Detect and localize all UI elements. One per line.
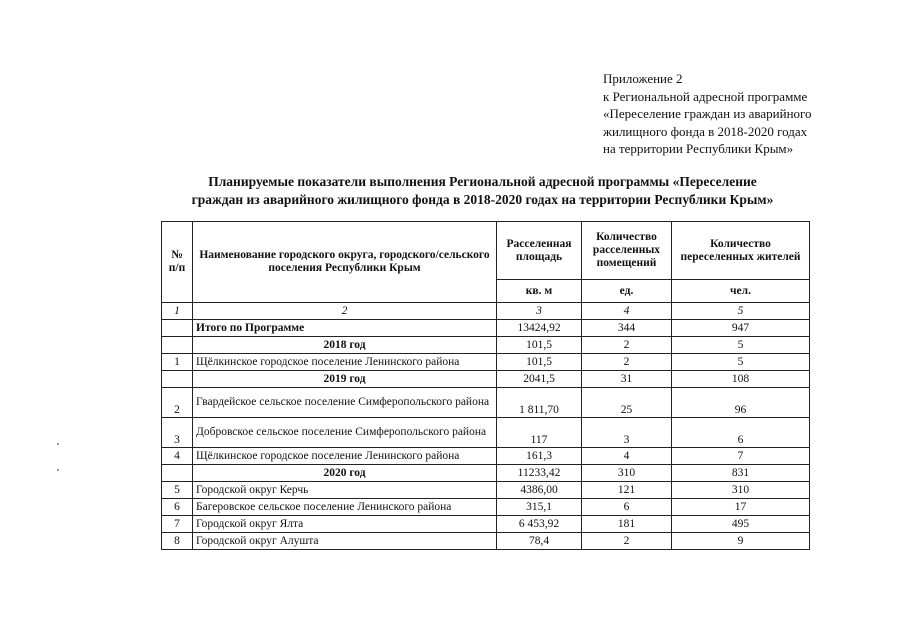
cell-residents: 831 — [672, 465, 810, 482]
cell-rooms: 25 — [582, 388, 672, 418]
table-row — [162, 533, 810, 550]
cell-residents: 5 — [672, 354, 810, 371]
cell-residents: 108 — [672, 371, 810, 388]
cell-residents: 96 — [672, 388, 810, 418]
cell-rooms: 6 — [582, 499, 672, 516]
cell-area: 315,1 — [497, 499, 582, 516]
column-number: 1 — [162, 303, 193, 320]
cell-rooms: 2 — [582, 533, 672, 550]
cell-num: 8 — [162, 533, 193, 550]
table-row — [162, 371, 810, 388]
appendix-line: Приложение 2 — [603, 71, 683, 86]
cell-area: 78,4 — [497, 533, 582, 550]
cell-name: 2020 год — [193, 465, 497, 482]
cell-name: Щёлкинское городское поселение Ленинского района — [193, 354, 497, 371]
table-row — [162, 388, 810, 418]
cell-residents: 310 — [672, 482, 810, 499]
appendix-line: «Переселение граждан из аварийного — [603, 106, 812, 121]
cell-num — [162, 337, 193, 354]
cell-num: 7 — [162, 516, 193, 533]
cell-residents: 17 — [672, 499, 810, 516]
table-row — [162, 482, 810, 499]
cell-rooms: 31 — [582, 371, 672, 388]
cell-residents: 5 — [672, 337, 810, 354]
header-residents: Количество переселенных жителей — [672, 222, 810, 280]
cell-area: 6 453,92 — [497, 516, 582, 533]
cell-num — [162, 371, 193, 388]
table-row — [162, 448, 810, 465]
column-number: 3 — [497, 303, 582, 320]
cell-num: 5 — [162, 482, 193, 499]
indicators-table — [161, 221, 810, 550]
column-number: 5 — [672, 303, 810, 320]
unit-rooms: ед. — [582, 280, 672, 303]
cell-area: 11233,42 — [497, 465, 582, 482]
cell-area: 13424,92 — [497, 320, 582, 337]
cell-rooms: 344 — [582, 320, 672, 337]
cell-area: 101,5 — [497, 354, 582, 371]
appendix-line: на территории Республики Крым» — [603, 141, 794, 156]
appendix-line: жилищного фонда в 2018-2020 годах — [603, 123, 808, 139]
cell-num: 1 — [162, 354, 193, 371]
column-number: 2 — [193, 303, 497, 320]
table-row — [162, 418, 810, 448]
header-num: № п/п — [162, 222, 193, 303]
appendix-line: к Региональной адресной программе — [603, 88, 808, 104]
header-area: Расселенная площадь — [497, 222, 582, 280]
table-row — [162, 516, 810, 533]
header-name: Наименование городского округа, городского/сельского поселения Республики Крым — [193, 222, 497, 303]
cell-rooms: 121 — [582, 482, 672, 499]
title-line: граждан из аварийного жилищного фонда в 2018-2020 годах на территории Республики Крым» — [191, 192, 774, 207]
cell-name: Гвардейское сельское поселение Симферопольского района — [193, 388, 497, 418]
scan-speck — [57, 443, 59, 445]
cell-name: Городской округ Керчь — [193, 482, 497, 499]
column-number: 4 — [582, 303, 672, 320]
unit-residents: чел. — [672, 280, 810, 303]
cell-area: 161,3 — [497, 448, 582, 465]
cell-num — [162, 320, 193, 337]
cell-area: 101,5 — [497, 337, 582, 354]
cell-name: 2019 год — [193, 371, 497, 388]
cell-rooms: 310 — [582, 465, 672, 482]
cell-name: Добровское сельское поселение Симферопольского района — [193, 418, 497, 448]
cell-name: Щёлкинское городское поселение Ленинского района — [193, 448, 497, 465]
cell-name: 2018 год — [193, 337, 497, 354]
document-title — [150, 173, 815, 209]
cell-area: 2041,5 — [497, 371, 582, 388]
cell-residents: 6 — [672, 418, 810, 448]
table-header-row — [162, 222, 810, 280]
cell-rooms: 2 — [582, 337, 672, 354]
cell-rooms: 2 — [582, 354, 672, 371]
cell-name: Городской округ Алушта — [193, 533, 497, 550]
cell-residents: 495 — [672, 516, 810, 533]
column-number-row — [162, 303, 810, 320]
unit-area: кв. м — [497, 280, 582, 303]
cell-num: 6 — [162, 499, 193, 516]
scan-speck — [57, 469, 59, 471]
table-row — [162, 320, 810, 337]
header-rooms: Количество расселенных помещений — [582, 222, 672, 280]
cell-num: 4 — [162, 448, 193, 465]
cell-name: Городской округ Ялта — [193, 516, 497, 533]
cell-residents: 7 — [672, 448, 810, 465]
table-row — [162, 465, 810, 482]
table-row — [162, 354, 810, 371]
cell-num — [162, 465, 193, 482]
cell-residents: 9 — [672, 533, 810, 550]
cell-num: 2 — [162, 388, 193, 418]
table-row — [162, 499, 810, 516]
table-row — [162, 337, 810, 354]
cell-residents: 947 — [672, 320, 810, 337]
cell-area: 117 — [497, 418, 582, 448]
cell-rooms: 181 — [582, 516, 672, 533]
cell-area: 4386,00 — [497, 482, 582, 499]
title-line: Планируемые показатели выполнения Региональной адресной программы «Переселение — [208, 174, 757, 189]
cell-rooms: 4 — [582, 448, 672, 465]
cell-rooms: 3 — [582, 418, 672, 448]
cell-area: 1 811,70 — [497, 388, 582, 418]
cell-name: Итого по Программе — [193, 320, 497, 337]
appendix-note — [603, 70, 893, 158]
cell-name: Багеровское сельское поселение Ленинского района — [193, 499, 497, 516]
cell-num: 3 — [162, 418, 193, 448]
